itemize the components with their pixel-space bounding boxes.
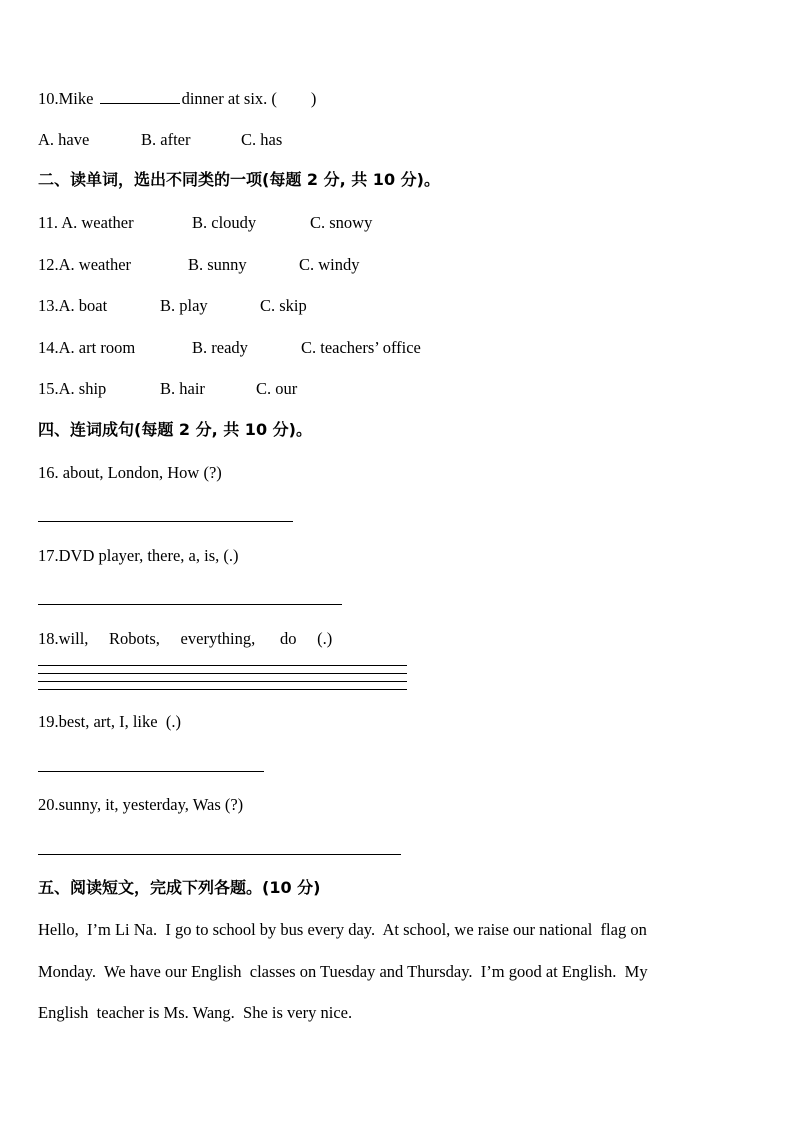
question-18: 18.will, Robots, everything, do (.) bbox=[38, 629, 333, 648]
answer-line-16[interactable] bbox=[38, 521, 293, 522]
answer-blank[interactable] bbox=[100, 88, 180, 104]
answer-line-18-3[interactable] bbox=[38, 681, 407, 682]
question-14-a: 14.A. art room bbox=[38, 338, 136, 357]
question-11-b: B. cloudy bbox=[192, 213, 257, 232]
reading-paragraph-line-1: Hello, I’m Li Na. I go to school by bus every day. At school, we raise our national flag on bbox=[38, 920, 647, 939]
option-c: C. has bbox=[241, 130, 283, 149]
option-a: A. have bbox=[38, 130, 90, 149]
section-2-heading: 二、读单词，选出不同类的一项(每题 2 分, 共 10 分)。 bbox=[38, 170, 440, 189]
answer-line-17[interactable] bbox=[38, 604, 342, 605]
question-15-c: C. our bbox=[256, 379, 298, 398]
question-11-a: 11. A. weather bbox=[38, 213, 134, 232]
section-5-heading: 五、阅读短文，完成下列各题。(10 分) bbox=[38, 878, 321, 897]
question-19: 19.best, art, I, like (.) bbox=[38, 712, 181, 731]
question-10-suffix: dinner at six. ( bbox=[181, 89, 277, 108]
question-12-b: B. sunny bbox=[188, 255, 247, 274]
question-10 bbox=[38, 88, 316, 109]
question-13-c: C. skip bbox=[260, 296, 307, 315]
answer-line-18-4[interactable] bbox=[38, 689, 407, 690]
question-13-b: B. play bbox=[160, 296, 208, 315]
question-15-b: B. hair bbox=[160, 379, 205, 398]
question-14-c: C. teachers’ office bbox=[301, 338, 421, 357]
question-11-c: C. snowy bbox=[310, 213, 373, 232]
answer-line-20[interactable] bbox=[38, 854, 401, 855]
reading-paragraph-line-3: English teacher is Ms. Wang. She is very nice. bbox=[38, 1003, 353, 1022]
question-15-a: 15.A. ship bbox=[38, 379, 107, 398]
close-paren: ) bbox=[310, 89, 317, 108]
option-b: B. after bbox=[141, 130, 191, 149]
question-17: 17.DVD player, there, a, is, (.) bbox=[38, 546, 239, 565]
question-12-a: 12.A. weather bbox=[38, 255, 132, 274]
question-13-a: 13.A. boat bbox=[38, 296, 108, 315]
question-16: 16. about, London, How (?) bbox=[38, 463, 222, 482]
question-20: 20.sunny, it, yesterday, Was (?) bbox=[38, 795, 244, 814]
section-4-heading: 四、连词成句(每题 2 分, 共 10 分)。 bbox=[38, 420, 312, 439]
answer-line-18-1[interactable] bbox=[38, 665, 407, 666]
question-10-prefix: 10.Mike bbox=[38, 89, 94, 108]
answer-line-19[interactable] bbox=[38, 771, 264, 772]
question-14-b: B. ready bbox=[192, 338, 248, 357]
answer-line-18-2[interactable] bbox=[38, 673, 407, 674]
question-12-c: C. windy bbox=[299, 255, 360, 274]
reading-paragraph-line-2: Monday. We have our English classes on Tuesday and Thursday. I’m good at English. My bbox=[38, 962, 648, 981]
